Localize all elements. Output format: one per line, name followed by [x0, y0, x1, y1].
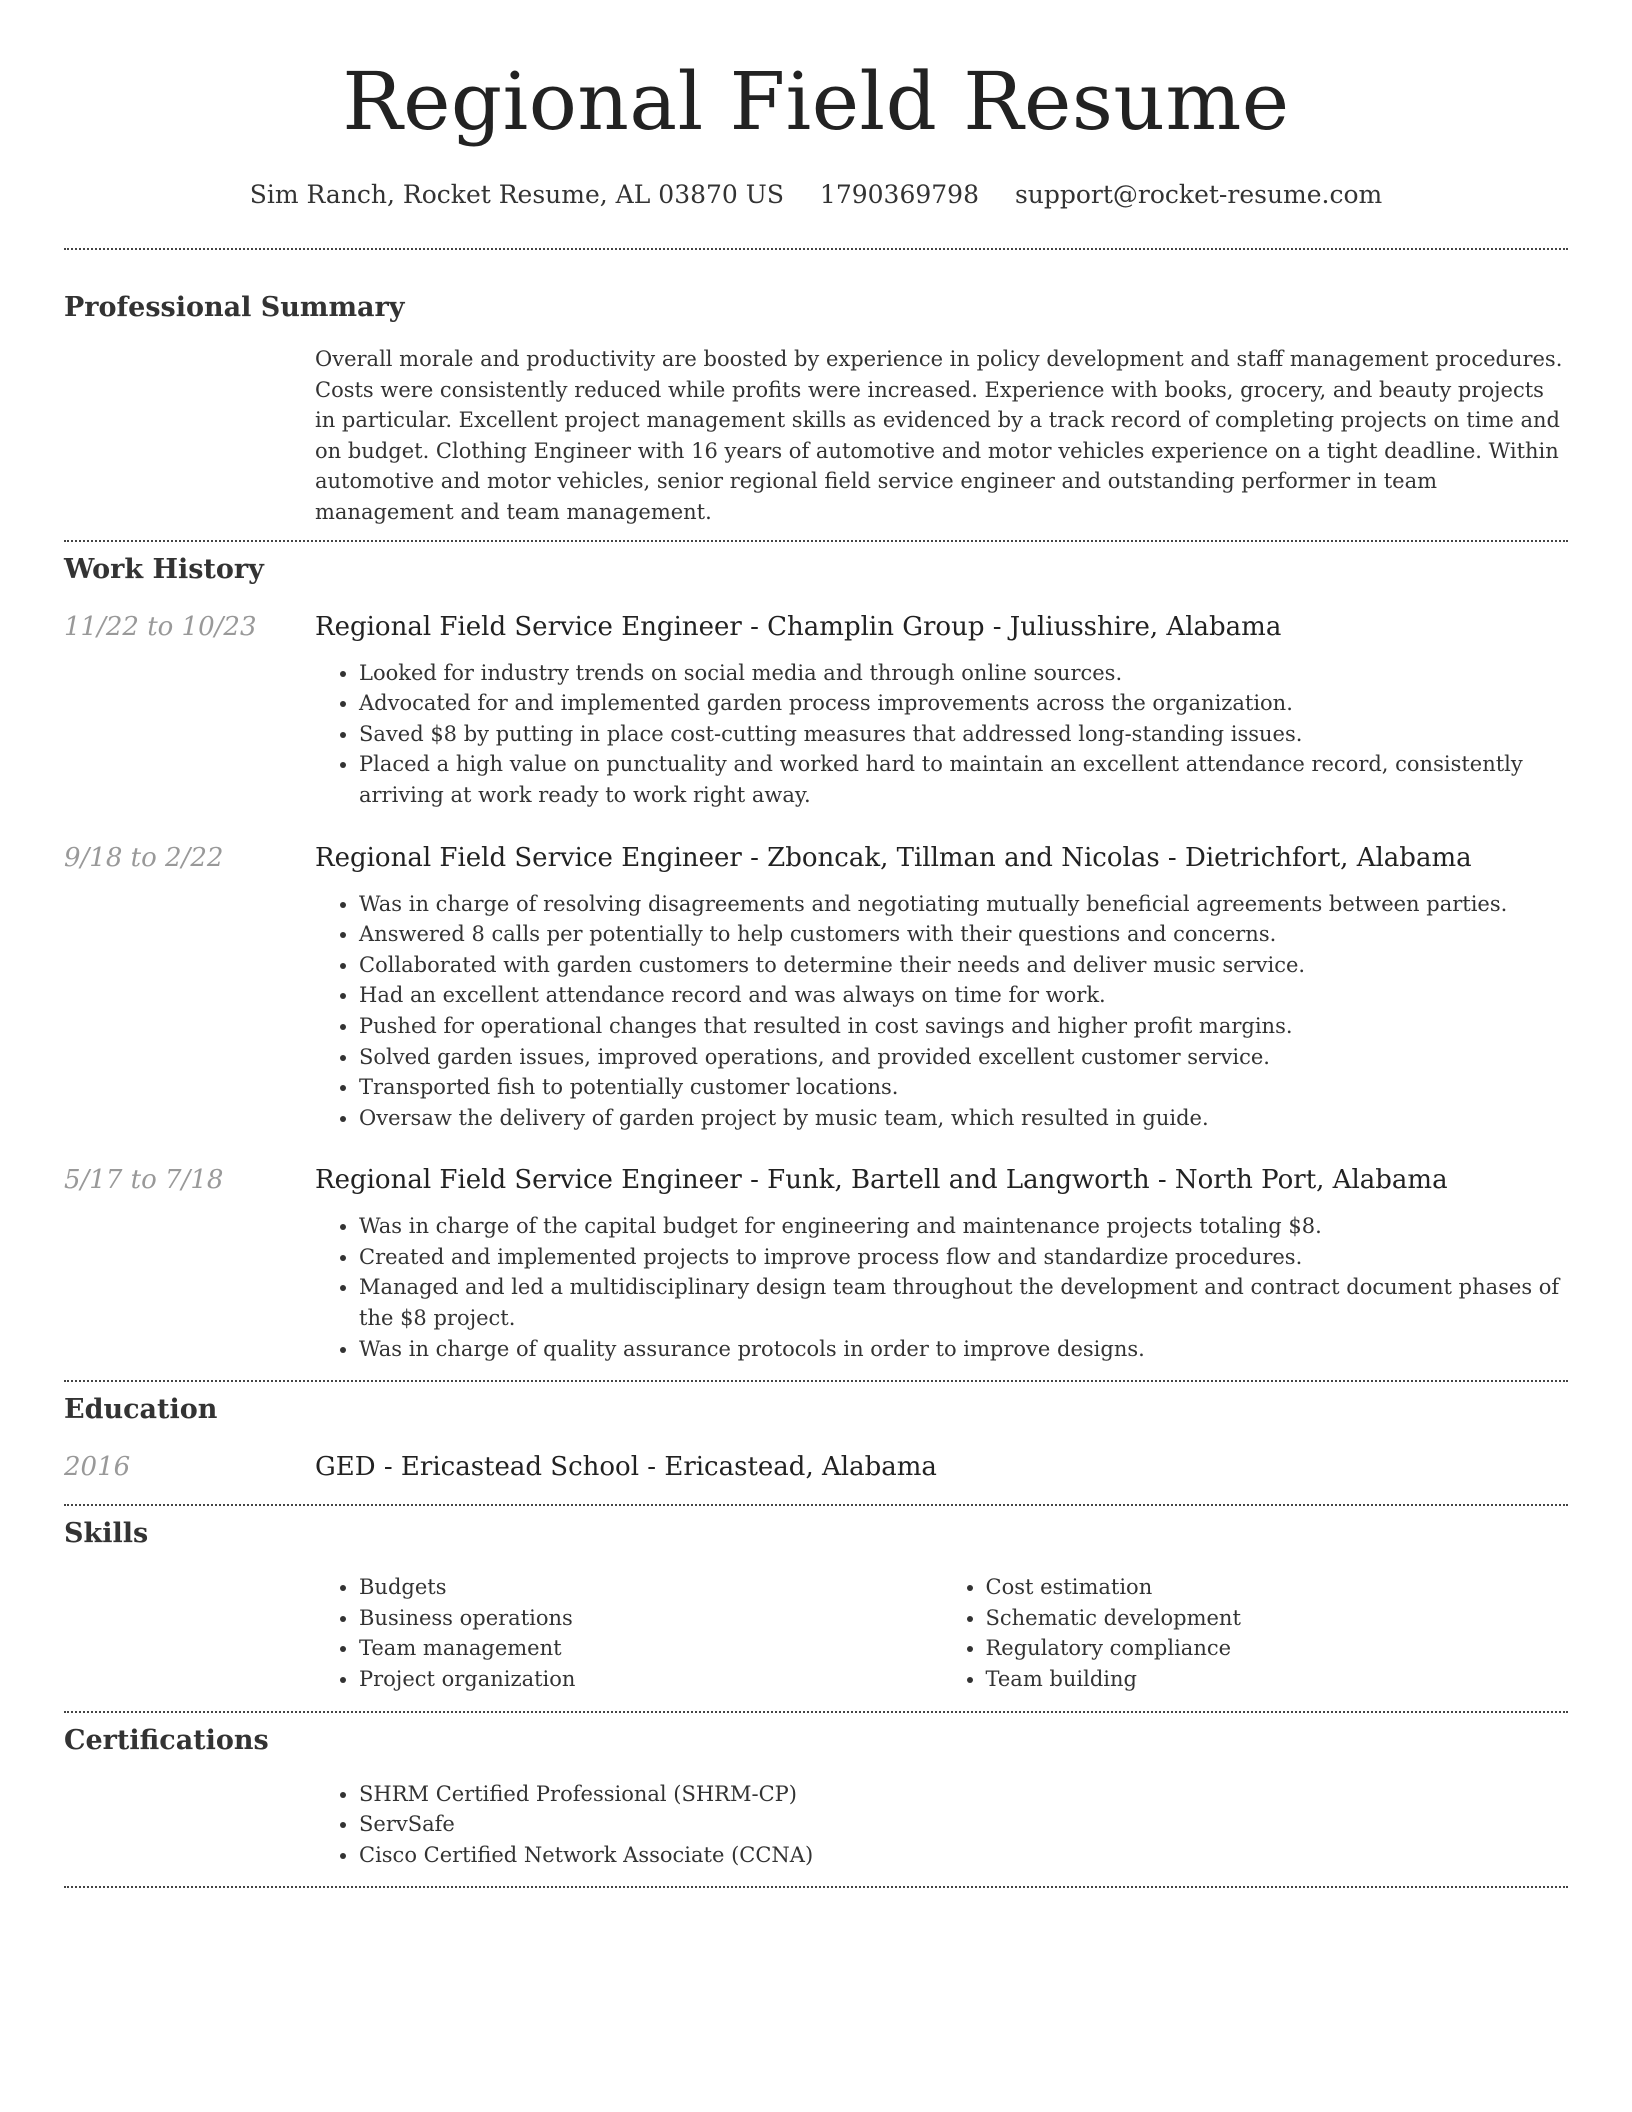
job-title: Regional Field Service Engineer - Champlin Group - Juliusshire, Alabama: [315, 611, 1282, 642]
summary-text: Overall morale and productivity are boosted by experience in policy development and staff management procedures. Costs were consistently reduced while profits were increased. Experience with books, grocery, and beauty projects in particular. Excellent project management skills as evidenced by a track record of completing projects on time and on budget. Clothing Engineer with 16 years of automotive and motor vehicles experience on a tight deadline. Within automotive and motor vehicles, senior regional field service engineer and outstanding performer in team management and team management.: [315, 347, 1563, 524]
job-details: [315, 610, 1568, 811]
job-bullet: • Placed a high value on punctuality and worked hard to maintain an excellent attendance record, consistently arriving at work ready to work right away.: [359, 749, 1568, 810]
job-bullets: [315, 889, 1568, 1134]
certifications-row: [64, 1779, 1568, 1871]
job-bullet: • Collaborated with garden customers to determine their needs and deliver music service.: [359, 950, 1568, 981]
job-bullet: • Advocated for and implemented garden process improvements across the organization.: [359, 688, 1568, 719]
section-divider: [64, 1886, 1568, 1888]
certification-item: • SHRM Certified Professional (SHRM-CP): [359, 1779, 1568, 1810]
summary-body: [315, 344, 1568, 528]
section-divider: [64, 540, 1568, 542]
education-year: 2016: [64, 1452, 131, 1483]
job-entry: [64, 610, 1568, 811]
job-bullet: • Was in charge of quality assurance protocols in order to improve designs.: [359, 1334, 1568, 1365]
job-bullet: • Transported fish to potentially customer locations.: [359, 1072, 1568, 1103]
job-bullet: • Had an excellent attendance record and was always on time for work.: [359, 980, 1568, 1011]
skills-heading: Skills: [64, 1518, 149, 1550]
section-divider: [64, 1504, 1568, 1506]
job-bullet: • Solved garden issues, improved operations, and provided excellent customer service.: [359, 1042, 1568, 1073]
contact-phone: 1790369798: [819, 180, 979, 209]
skills-list-left: [315, 1572, 942, 1694]
contact-email: support@rocket-resume.com: [1014, 180, 1383, 209]
summary-section: [64, 290, 1568, 528]
education-degree: GED - Ericastead School - Ericastead, Alabama: [315, 1452, 937, 1483]
resume-title: Regional Field Resume: [342, 55, 1290, 148]
education-section: [64, 1392, 1568, 1484]
resume-header: [64, 0, 1568, 212]
resume-page: [64, 0, 1568, 1888]
job-details: [315, 1163, 1568, 1364]
job-entry: [64, 841, 1568, 1134]
job-entry: [64, 1163, 1568, 1364]
certifications-body: [315, 1779, 1568, 1871]
job-title: Regional Field Service Engineer - Funk, Bartell and Langworth - North Port, Alabama: [315, 1165, 1448, 1196]
skill-item: • Team management: [359, 1633, 942, 1664]
skills-section: [64, 1516, 1568, 1694]
skills-grid: [315, 1572, 1568, 1694]
summary-heading: Professional Summary: [64, 292, 405, 323]
certification-item: • Cisco Certified Network Associate (CCNA): [359, 1840, 1568, 1871]
section-divider: [64, 248, 1568, 250]
skill-item: • Team building: [986, 1664, 1569, 1695]
job-bullets: [315, 1211, 1568, 1364]
skills-row: [64, 1572, 1568, 1694]
job-dates: 11/22 to 10/23: [64, 611, 257, 642]
education-details: [315, 1450, 1568, 1484]
job-bullet: • Managed and led a multidisciplinary design team throughout the development and contract document phases of the $8 project.: [359, 1272, 1568, 1333]
certifications-spacer: [64, 1779, 315, 1871]
summary-spacer: [64, 344, 315, 528]
job-bullet: • Looked for industry trends on social media and through online sources.: [359, 658, 1568, 689]
skill-item: • Project organization: [359, 1664, 942, 1695]
job-bullet: • Created and implemented projects to improve process flow and standardize procedures.: [359, 1242, 1568, 1273]
skills-list-right: [942, 1572, 1569, 1694]
job-bullet: • Answered 8 calls per potentially to help customers with their questions and concerns.: [359, 919, 1568, 950]
skill-item: • Business operations: [359, 1603, 942, 1634]
job-bullet: • Was in charge of the capital budget for engineering and maintenance projects totaling $8.: [359, 1211, 1568, 1242]
job-bullet: • Pushed for operational changes that resulted in cost savings and higher profit margins.: [359, 1011, 1568, 1042]
job-bullet: • Saved $8 by putting in place cost-cutting measures that addressed long-standing issues.: [359, 719, 1568, 750]
section-divider: [64, 1380, 1568, 1382]
summary-row: [64, 344, 1568, 528]
skills-spacer: [64, 1572, 315, 1694]
job-title: Regional Field Service Engineer - Zboncak, Tillman and Nicolas - Dietrichfort, Alabama: [315, 842, 1472, 873]
certifications-section: [64, 1723, 1568, 1871]
job-bullets: [315, 658, 1568, 811]
contact-address: Sim Ranch, Rocket Resume, AL 03870 US: [249, 180, 784, 209]
job-dates: 5/17 to 7/18: [64, 1165, 224, 1196]
certification-item: • ServSafe: [359, 1809, 1568, 1840]
skill-item: • Schematic development: [986, 1603, 1569, 1634]
skill-item: • Budgets: [359, 1572, 942, 1603]
skill-item: • Regulatory compliance: [986, 1633, 1569, 1664]
certifications-heading: Certifications: [64, 1724, 269, 1756]
education-heading: Education: [64, 1394, 218, 1426]
education-entry: [64, 1450, 1568, 1484]
section-divider: [64, 1711, 1568, 1713]
job-details: [315, 841, 1568, 1134]
job-bullet: • Oversaw the delivery of garden project by music team, which resulted in guide.: [359, 1103, 1568, 1134]
work-history-heading: Work History: [64, 553, 264, 585]
work-history-section: [64, 552, 1568, 1365]
job-dates: 9/18 to 2/22: [64, 842, 224, 873]
skill-item: • Cost estimation: [986, 1572, 1569, 1603]
contact-line: [64, 178, 1568, 212]
certifications-list: [315, 1779, 1568, 1871]
job-bullet: • Was in charge of resolving disagreements and negotiating mutually beneficial agreements between parties.: [359, 889, 1568, 920]
